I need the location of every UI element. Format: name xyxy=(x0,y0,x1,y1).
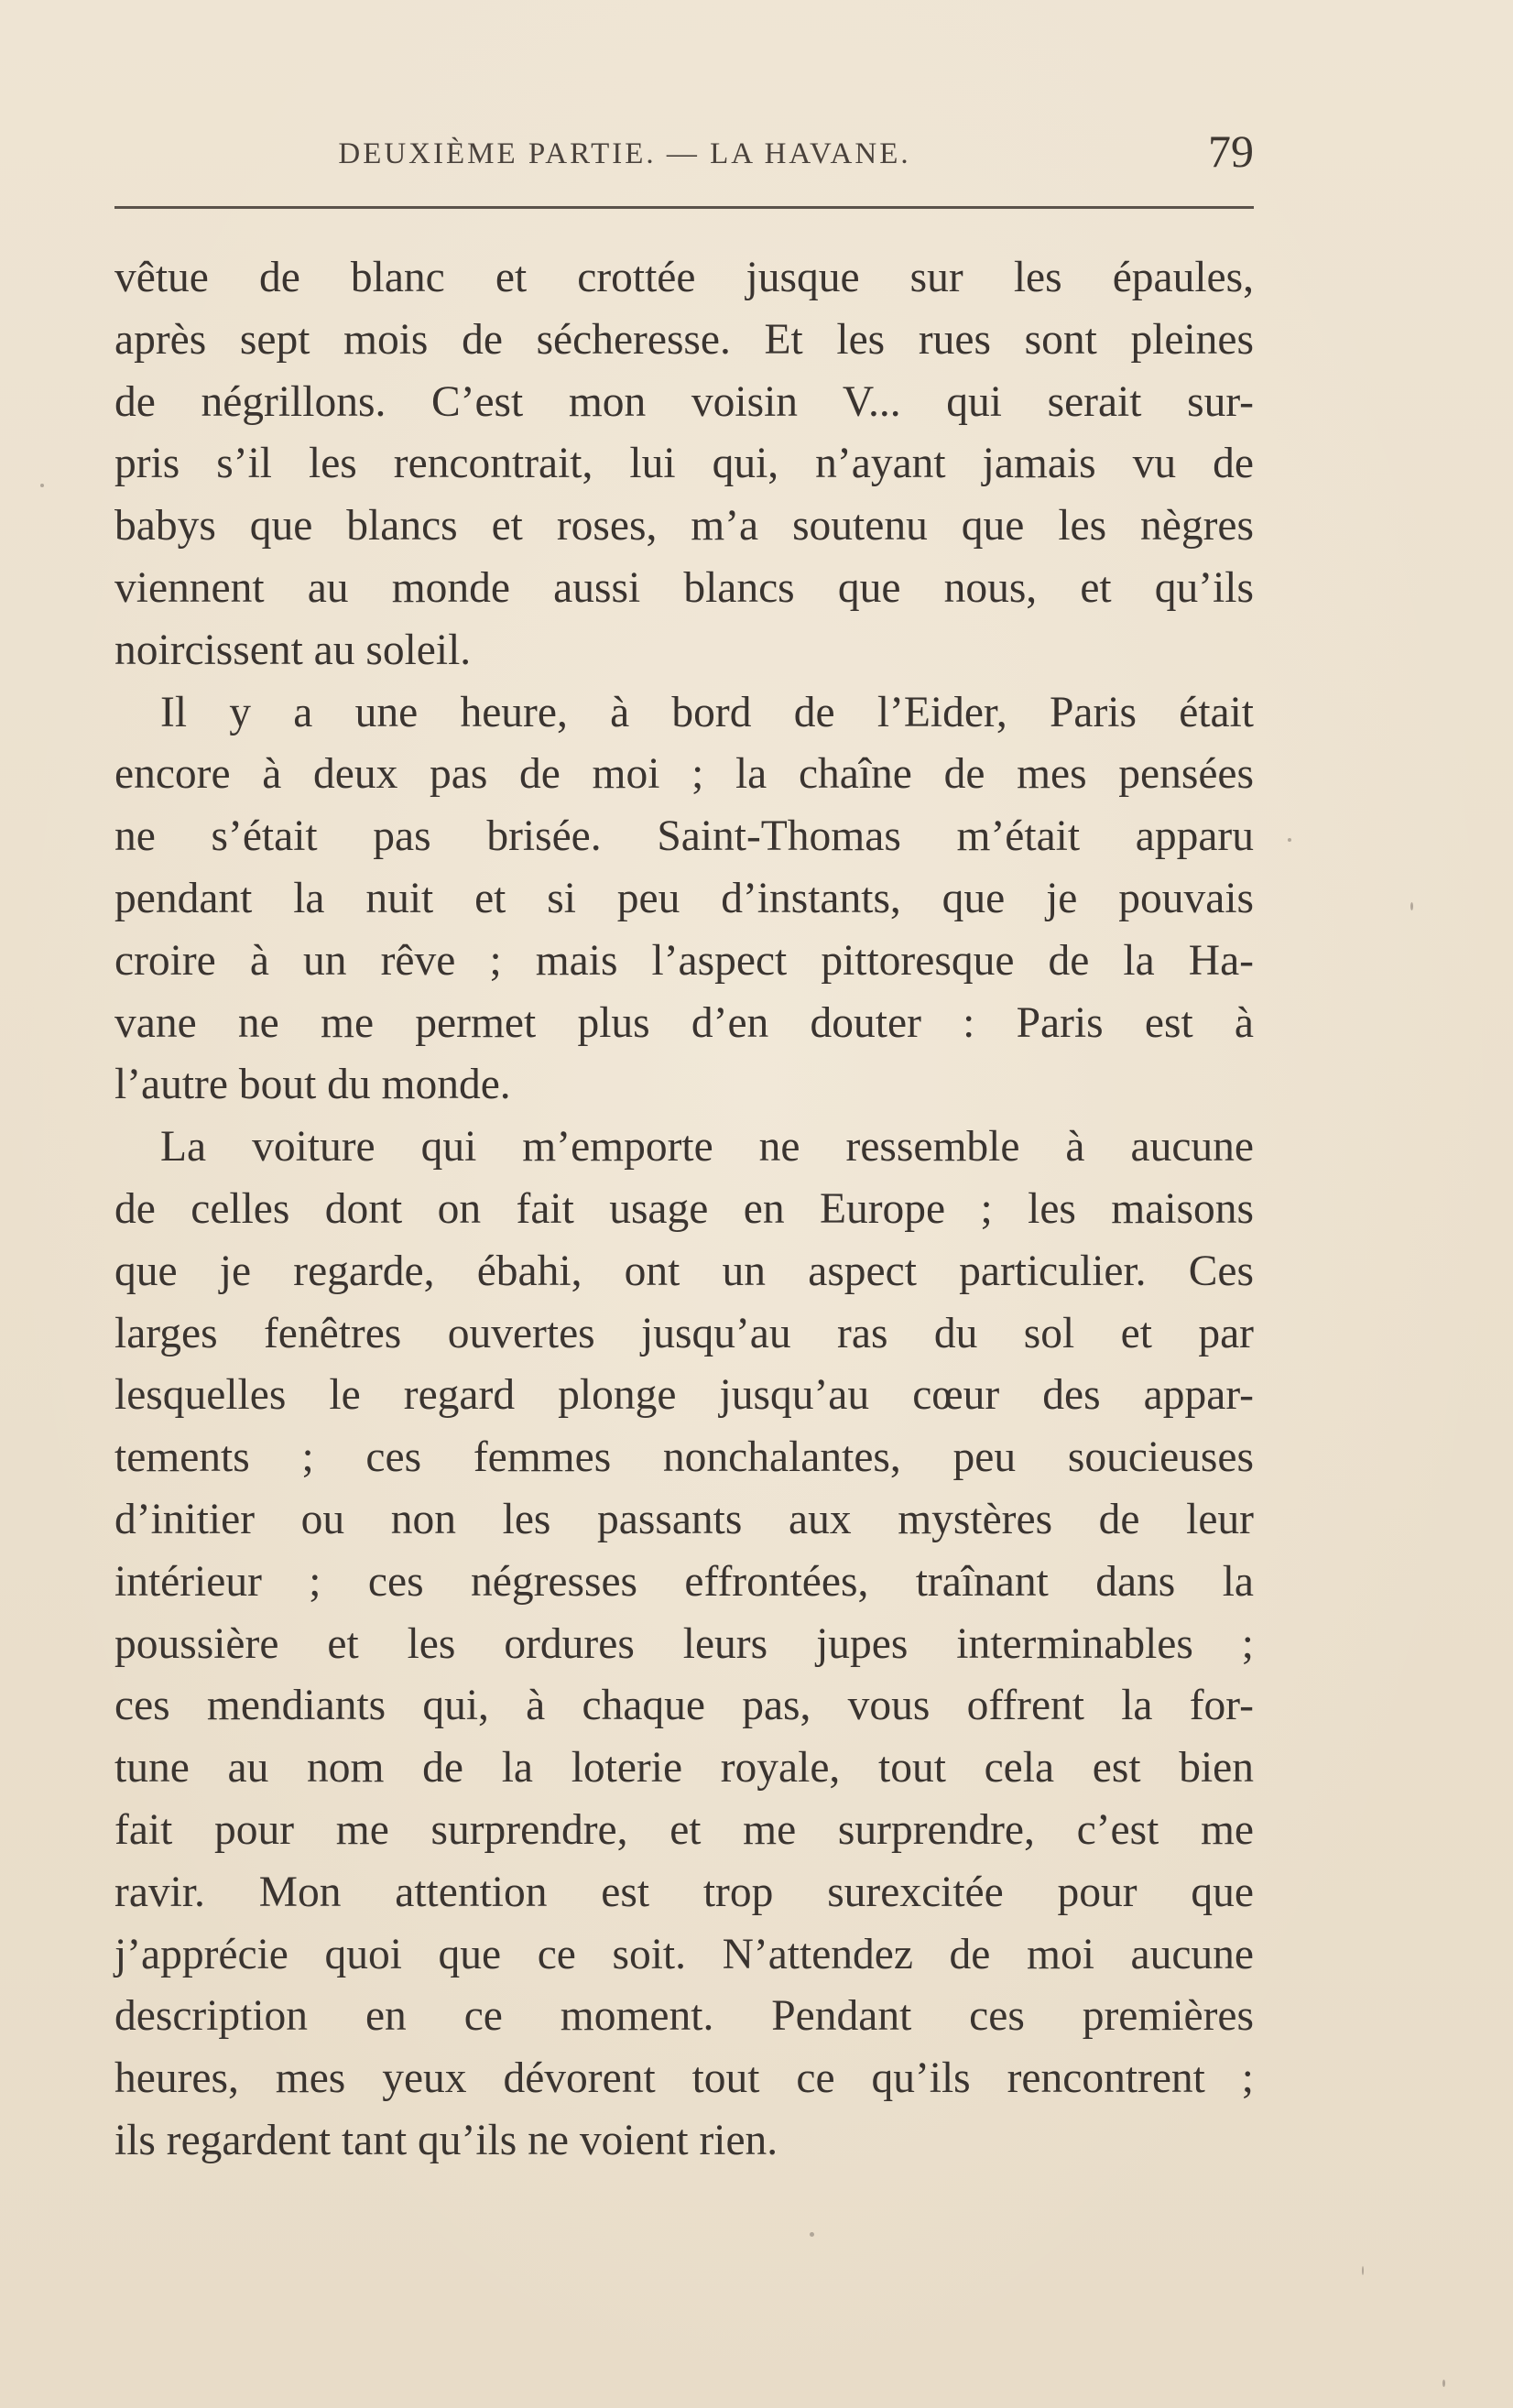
text-line: vane ne me permet plus d’en douter : Paris est à xyxy=(114,998,1254,1047)
paper-speck xyxy=(1362,2266,1364,2275)
text-line: croire à un rêve ; mais l’aspect pittoresque de la Ha- xyxy=(114,936,1254,985)
paper-speck xyxy=(1410,902,1413,910)
text-line: ils regardent tant qu’ils ne voient rien. xyxy=(114,2116,778,2164)
text-line: j’apprécie quoi que ce soit. N’attendez de moi aucune xyxy=(114,1930,1254,1978)
body-text xyxy=(114,247,1254,2173)
text-line: viennent au monde aussi blancs que nous, et qu’ils xyxy=(114,563,1254,612)
text-line: fait pour me surprendre, et me surprendre, c’est me xyxy=(114,1805,1254,1854)
text-line: tune au nom de la loterie royale, tout cela est bien xyxy=(114,1744,1254,1792)
text-line: vêtue de blanc et crottée jusque sur les épaules, xyxy=(114,254,1254,301)
running-head xyxy=(114,125,1254,189)
text-line: ravir. Mon attention est trop surexcitée pour que xyxy=(114,1868,1254,1916)
text-line: intérieur ; ces négresses effrontées, traînant dans la xyxy=(114,1557,1254,1606)
running-head-title: DEUXIÈME PARTIE. — LA HAVANE. xyxy=(338,137,911,170)
text-line: poussière et les ordures leurs jupes interminables ; xyxy=(114,1619,1254,1668)
paper-speck xyxy=(40,484,44,487)
page-number: 79 xyxy=(1208,125,1254,177)
text-line: babys que blancs et roses, m’a soutenu que les nègres xyxy=(114,502,1254,550)
text-line: noircissent au soleil. xyxy=(114,626,472,674)
text-line: après sept mois de sécheresse. Et les rues sont pleines xyxy=(114,315,1254,364)
text-line: pendant la nuit et si peu d’instants, que je pouvais xyxy=(114,874,1254,922)
text-line: ces mendiants qui, à chaque pas, vous offrent la for- xyxy=(114,1682,1254,1730)
paper-speck xyxy=(1442,2380,1445,2387)
text-line: description en ce moment. Pendant ces premières xyxy=(114,1992,1254,2041)
text-line: de celles dont on fait usage en Europe ; les maisons xyxy=(114,1184,1254,1233)
text-line: Il y a une heure, à bord de l’Eider, Paris était xyxy=(160,688,1254,736)
header-rule xyxy=(114,206,1254,209)
text-line: de négrillons. C’est mon voisin V... qui serait sur- xyxy=(114,377,1254,426)
paper-speck xyxy=(1288,838,1291,842)
paragraph xyxy=(114,682,1254,1117)
text-line: tements ; ces femmes nonchalantes, peu soucieuses xyxy=(114,1433,1254,1482)
text-line: d’initier ou non les passants aux mystères de leur xyxy=(114,1495,1254,1543)
text-line: encore à deux pas de moi ; la chaîne de mes pensées xyxy=(114,750,1254,799)
text-line: pris s’il les rencontrait, lui qui, n’ayant jamais vu de xyxy=(114,440,1254,488)
text-line: La voiture qui m’emporte ne ressemble à aucune xyxy=(160,1123,1254,1171)
paper-speck xyxy=(810,2232,814,2237)
text-line: que je regarde, ébahi, ont un aspect particulier. Ces xyxy=(114,1247,1254,1295)
text-line: l’autre bout du monde. xyxy=(114,1061,511,1109)
text-line: larges fenêtres ouvertes jusqu’au ras du sol et par xyxy=(114,1309,1254,1357)
text-line: ne s’était pas brisée. Saint-Thomas m’était apparu xyxy=(114,812,1254,861)
text-line: lesquelles le regard plonge jusqu’au cœur des appar- xyxy=(114,1371,1254,1420)
paragraph xyxy=(114,247,1254,682)
paragraph xyxy=(114,1117,1254,2173)
text-line: heures, mes yeux dévorent tout ce qu’ils rencontrent ; xyxy=(114,2054,1254,2103)
